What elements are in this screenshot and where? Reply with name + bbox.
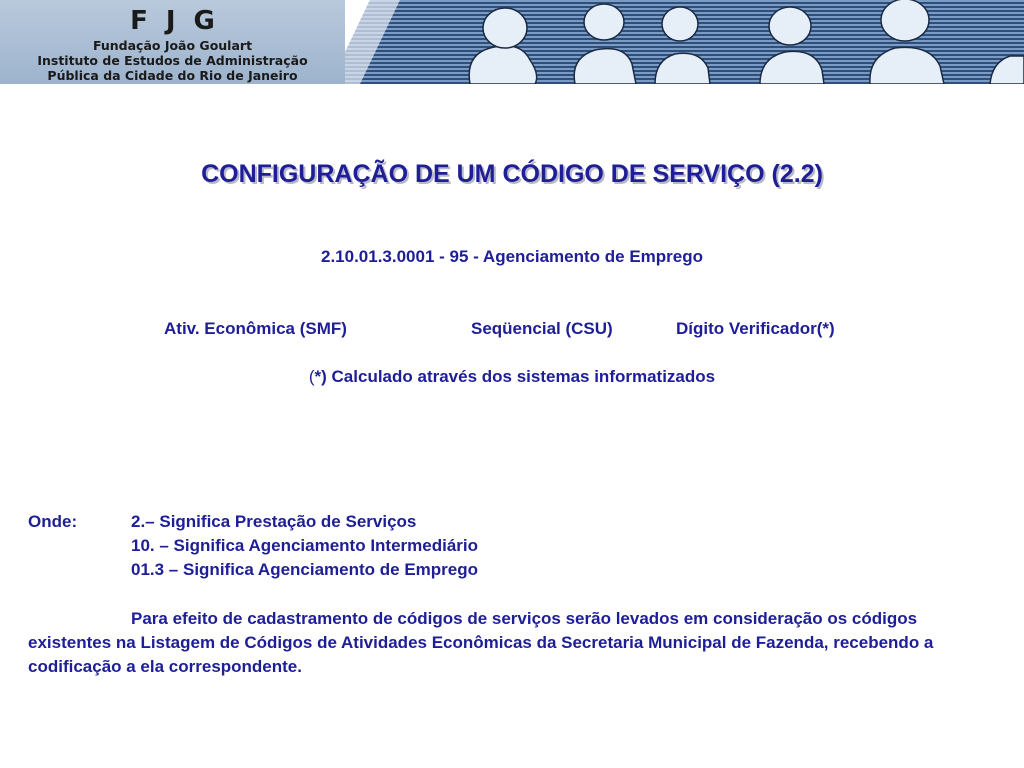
onde-label: Onde:	[28, 512, 78, 531]
meaning-item: 01.3 – Significa Agenciamento de Emprego	[131, 560, 479, 579]
explanation-paragraph: Para efeito de cadastramento de códigos de serviços serão levados em consideração os códigos existentes na Listagem de Códigos de Atividades Econômicas da Secretaria Municipal de Fazenda, recebendo a codificação a ela correspondente.	[28, 609, 934, 676]
service-code: 2.10.01.3.0001 - 95 - Agenciamento de Emprego	[320, 247, 704, 266]
slide-title: CONFIGURAÇÃO DE UM CÓDIGO DE SERVIÇO (2.2)	[201, 160, 823, 188]
logo-panel	[0, 0, 345, 84]
footnote-text: *) Calculado através dos sistemas informatizados	[314, 367, 716, 386]
footnote	[0, 367, 1024, 387]
header-banner	[0, 0, 1024, 84]
field-label-dig: Dígito Verificador(*)	[676, 319, 835, 338]
logo-line-1: Fundação João Goulart	[92, 38, 253, 53]
field-label-seq: Seqüencial (CSU)	[471, 319, 613, 338]
footnote-paren: (	[308, 367, 315, 386]
logo-abbrev: FJG	[130, 6, 233, 36]
meaning-item: 10. – Significa Agenciamento Intermediário	[131, 536, 479, 555]
meaning-item: 2.– Significa Prestação de Serviços	[131, 512, 417, 531]
logo-line-2: Instituto de Estudos de Administração	[37, 53, 308, 68]
logo-line-3: Pública da Cidade do Rio de Janeiro	[47, 68, 298, 83]
field-label-ativ: Ativ. Econômica (SMF)	[164, 319, 347, 338]
